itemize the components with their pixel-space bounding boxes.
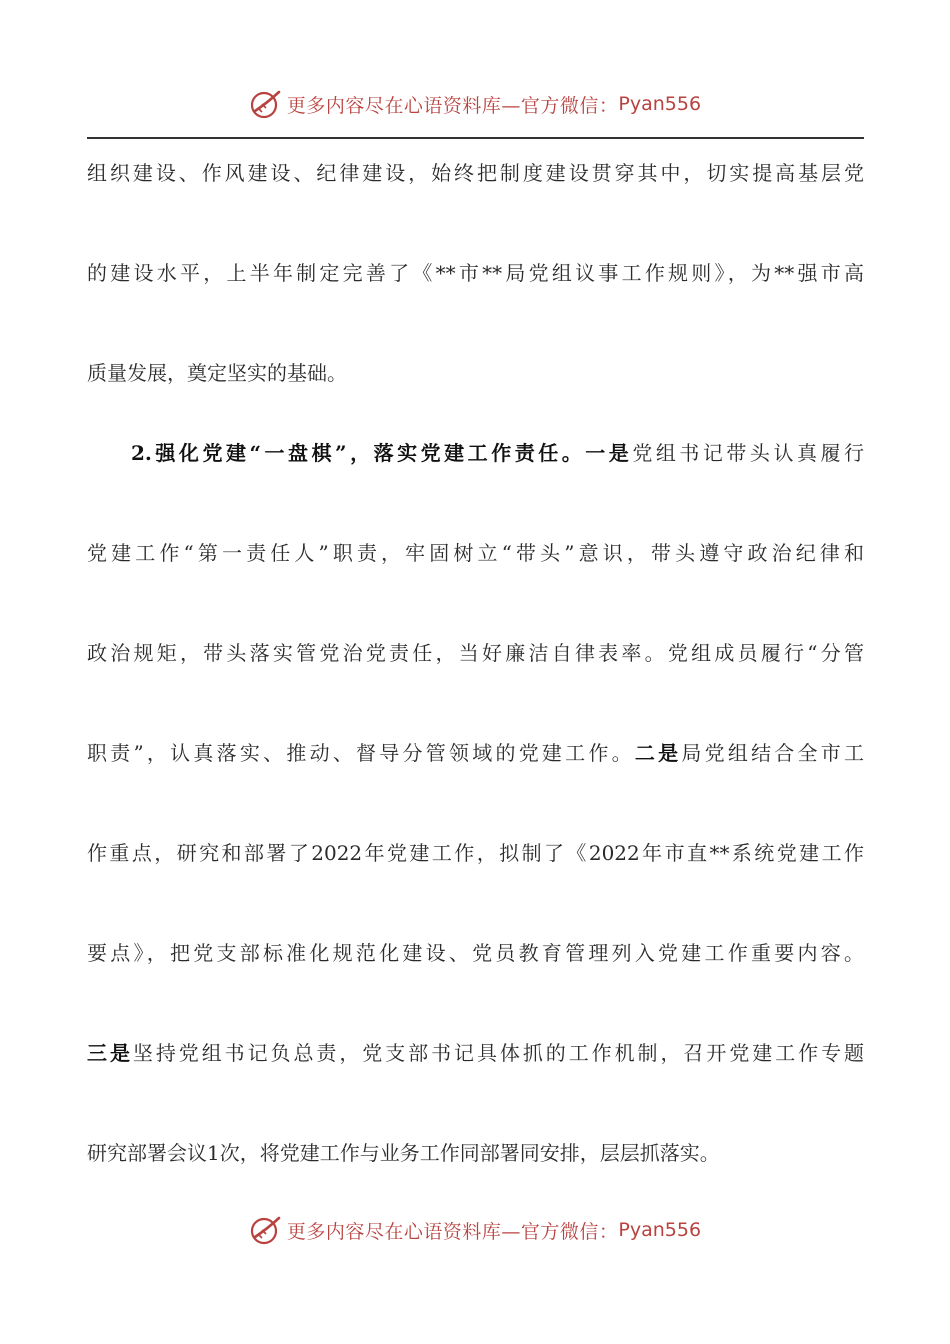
text-run: 党组书记带头认真履行 bbox=[632, 441, 865, 465]
text-run: 的建设水平，上半年制定完善了《**市**局党组议事工作规则》，为**强市高 bbox=[87, 261, 864, 285]
footer-banner bbox=[0, 1210, 950, 1250]
banner-wechat-id: Pyan556 bbox=[618, 1219, 702, 1241]
text-run: 质量发展，奠定坚实的基础。 bbox=[87, 361, 347, 385]
quill-seal-icon bbox=[249, 87, 283, 121]
point-marker: 二是 bbox=[634, 741, 682, 765]
paragraph-line bbox=[87, 438, 864, 468]
paragraph-line bbox=[87, 838, 864, 868]
paragraph-line bbox=[87, 258, 864, 288]
text-run: 政治规矩，带头落实管党治党责任，当好廉洁自律表率。党组成员履行“分管 bbox=[87, 641, 864, 665]
paragraph-line bbox=[87, 1138, 864, 1168]
text-run: 组织建设、作风建设、纪律建设，始终把制度建设贯穿其中，切实提高基层党 bbox=[87, 161, 864, 185]
paragraph-line bbox=[87, 638, 864, 668]
point-marker: 三是 bbox=[87, 1041, 133, 1065]
text-run: 职责”，认真落实、推动、督导分管领域的党建工作。 bbox=[87, 741, 635, 765]
banner-brand-text: 更多内容尽在心语资料库—官方微信： bbox=[286, 94, 619, 117]
paragraph-line bbox=[87, 738, 864, 768]
text-run: 要点》，把党支部标准化规范化建设、党员教育管理列入党建工作重要内容。 bbox=[87, 941, 864, 965]
banner-brand-text: 更多内容尽在心语资料库—官方微信： bbox=[286, 1220, 619, 1243]
paragraph-line bbox=[87, 358, 864, 388]
text-run: 局党组结合全市工 bbox=[681, 741, 865, 765]
paragraph-line bbox=[87, 1038, 864, 1068]
quill-seal-icon bbox=[249, 1213, 283, 1247]
section-heading: 2.强化党建“一盘棋”，落实党建工作责任。 bbox=[131, 441, 586, 465]
text-run: 作重点，研究和部署了2022年党建工作，拟制了《2022年市直**系统党建工作 bbox=[87, 841, 864, 865]
banner-wechat-id: Pyan556 bbox=[618, 93, 702, 115]
text-run: 研究部署会议1次，将党建工作与业务工作同部署同安排，层层抓落实。 bbox=[87, 1141, 720, 1165]
text-run: 党建工作“第一责任人”职责，牢固树立“带头”意识，带头遵守政治纪律和 bbox=[87, 541, 864, 565]
paragraph-line bbox=[87, 538, 864, 568]
text-run: 坚持党组书记负总责，党支部书记具体抓的工作机制，召开党建工作专题 bbox=[132, 1041, 865, 1065]
header-banner bbox=[0, 84, 950, 124]
header-divider bbox=[87, 137, 864, 139]
point-marker: 一是 bbox=[585, 441, 633, 465]
paragraph-line bbox=[87, 938, 864, 968]
paragraph-line bbox=[87, 158, 864, 188]
